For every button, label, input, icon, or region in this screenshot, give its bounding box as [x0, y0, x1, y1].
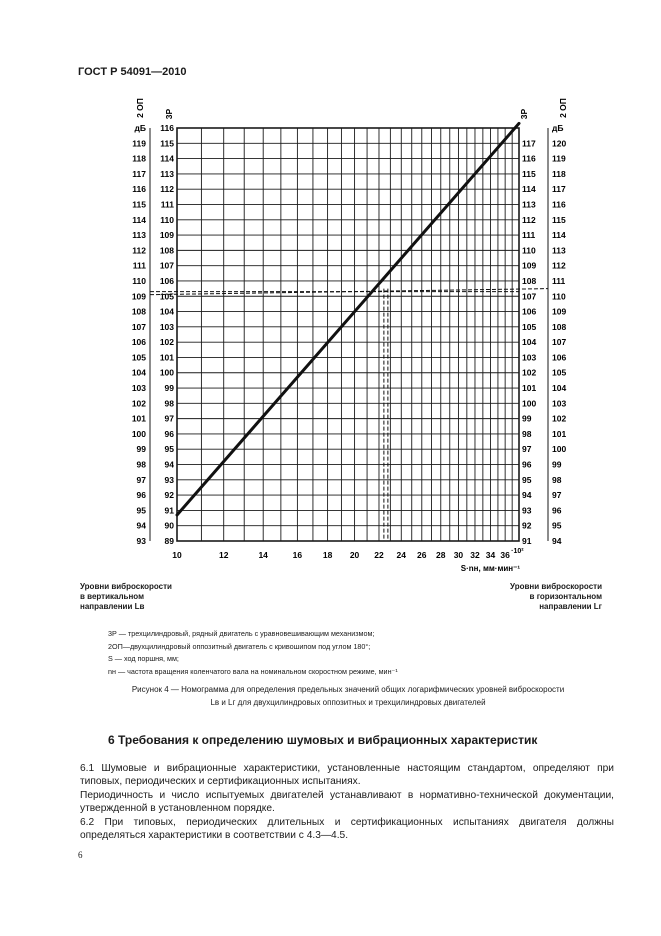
tick-label-right-inner: 94: [522, 490, 532, 501]
figure-legend: [108, 628, 398, 678]
tick-label-left-inner: 111: [160, 199, 174, 210]
tick-label-left-inner: 99: [164, 383, 174, 394]
unit-label-left: дБ: [134, 123, 146, 133]
tick-label-left-inner: 91: [164, 505, 174, 516]
legend-item: 2ОП—двухцилиндровый оппозитный двигатель с кривошипом под углом 180°;: [108, 641, 371, 651]
tick-label-left-outer: 93: [136, 536, 146, 546]
x-tick-label: 10: [172, 550, 182, 560]
tick-label-left-outer: 107: [131, 321, 146, 332]
axis-name-left-inner: 3Р: [164, 108, 174, 120]
x-tick-label: 30: [453, 550, 464, 560]
x-tick-label: 22: [374, 550, 384, 560]
tick-label-right-inner: 109: [522, 260, 537, 271]
tick-label-right-inner: 99: [522, 413, 532, 424]
tick-label-left-outer: 97: [136, 474, 146, 485]
tick-label-right-outer: 115: [552, 214, 566, 225]
tick-label-left-inner: 112: [160, 184, 174, 195]
tick-label-right-outer: 110: [552, 291, 566, 302]
tick-label-left-outer: 104: [131, 367, 146, 378]
x-multiplier: ·10²: [511, 548, 524, 555]
tick-label-right-outer: 113: [552, 245, 566, 256]
tick-label-right-outer: 119: [552, 153, 566, 164]
tick-label-left-inner: 102: [159, 337, 174, 348]
paragraph: 6.2 При типовых, периодических длительных и сертификационных испытаниях двигателя должны определяться характеристики в соответствии с 4.3—4.5.: [80, 817, 614, 842]
tick-label-right-outer: 96: [552, 505, 562, 516]
tick-label-left-outer: 114: [132, 214, 146, 225]
tick-label-right-inner: 104: [522, 337, 537, 348]
x-tick-label: 14: [258, 550, 268, 560]
tick-label-left-outer: 110: [132, 275, 146, 286]
figure-caption-line: Lв и Lг для двухцилиндровых оппозитных и трехцилиндровых двигателей: [210, 698, 486, 707]
x-tick-label: 16: [292, 550, 303, 560]
tick-label-left-inner: 95: [164, 444, 174, 455]
tick-label-right-inner: 96: [522, 459, 532, 470]
tick-label-right-outer: 111: [552, 275, 566, 286]
tick-label-left-inner: 106: [159, 275, 174, 286]
axis-name-right-inner: 3Р: [519, 108, 529, 120]
tick-label-right-outer: 120: [552, 138, 567, 149]
tick-label-left-outer: 103: [131, 383, 146, 394]
tick-label-left-outer: 111: [132, 260, 146, 271]
tick-label-right-inner: 106: [522, 306, 537, 317]
tick-label-right-outer: 117: [552, 184, 566, 195]
tick-label-left-outer: 105: [131, 352, 146, 363]
tick-label-left-inner: 90: [164, 520, 174, 531]
tick-label-left-outer: 117: [132, 168, 146, 179]
tick-label-right-inner: 117: [522, 138, 536, 149]
x-tick-label: 26: [417, 550, 427, 560]
tick-label-left-inner: 97: [164, 413, 174, 424]
tick-label-right-outer: 100: [552, 444, 567, 455]
right-caption-line: в горизонтальном: [529, 592, 602, 601]
tick-label-left-outer: 102: [131, 398, 146, 409]
tick-label-left-inner: 103: [159, 321, 174, 332]
tick-label-right-inner: 103: [522, 352, 537, 363]
tick-label-right-inner: 108: [522, 275, 537, 286]
tick-label-right-inner: 98: [522, 428, 532, 439]
paragraph: Периодичность и число испытуемых двигателей устанавливают в нормативно-технической документации, утвержденной в установленном порядке.: [80, 790, 614, 815]
x-tick-label: 24: [396, 550, 407, 560]
left-caption-line: направлении Lв: [80, 602, 145, 611]
tick-label-right-outer: 103: [552, 398, 567, 409]
tick-label-left-outer: 96: [136, 490, 146, 501]
axis-name-left-outer: 2 ОП: [135, 98, 145, 118]
tick-label-right-outer: 107: [552, 337, 567, 348]
paragraph: 6.1 Шумовые и вибрационные характеристики, установленные настоящим стандартом, определяют при типовых, периодических и сертификационных испытаниях.: [80, 763, 614, 788]
tick-label-right-inner: 100: [522, 398, 537, 409]
tick-label-right-inner: 114: [522, 184, 536, 195]
tick-label-right-outer: 102: [552, 413, 567, 424]
section-title: 6 Требования к определению шумовых и вибрационных характеристик: [108, 733, 538, 747]
tick-label-right-inner: 116: [522, 153, 536, 164]
legend-item: S — ход поршня, мм;: [108, 654, 179, 663]
tick-label-right-outer: 101: [552, 428, 567, 439]
tick-label-right-inner: 101: [522, 383, 537, 394]
tick-label-left-inner: 96: [164, 428, 174, 439]
tick-label-right-inner: 112: [522, 214, 536, 225]
tick-label-left-outer: 99: [136, 444, 146, 455]
left-caption-line: в вертикальном: [80, 592, 145, 601]
tick-label-right-outer: 112: [552, 260, 566, 271]
tick-label-right-outer: 97: [552, 490, 562, 501]
right-caption-line: направлении Lг: [539, 602, 602, 611]
unit-label-right: дБ: [552, 123, 564, 133]
x-tick-label: 20: [349, 550, 360, 560]
x-tick-label: 18: [322, 550, 333, 560]
tick-label-right-inner: 91: [522, 536, 532, 546]
tick-label-right-inner: 113: [522, 199, 536, 210]
tick-label-right-outer: 94: [552, 536, 562, 546]
tick-label-right-outer: 104: [552, 383, 567, 394]
left-axis-caption: [80, 582, 198, 612]
tick-label-right-inner: 111: [522, 230, 536, 241]
tick-label-right-inner: 93: [522, 505, 532, 516]
tick-label-left-outer: 113: [132, 230, 146, 241]
tick-label-left-inner: 116: [160, 123, 174, 133]
tick-label-left-inner: 108: [159, 245, 174, 256]
legend-item: nн — частота вращения коленчатого вала на номинальном скоростном режиме, мин⁻¹: [108, 666, 398, 676]
figure-caption-line: Рисунок 4 — Номограмма для определения предельных значений общих логарифмических уровней виброскорости: [131, 685, 565, 694]
left-caption-line: Уровни виброскорости: [80, 582, 172, 591]
tick-label-right-inner: 95: [522, 474, 532, 485]
tick-label-left-inner: 115: [160, 138, 174, 149]
tick-label-left-outer: 98: [136, 459, 146, 470]
x-axis-label: S·nн, мм·мин⁻¹: [460, 564, 520, 573]
tick-label-right-inner: 97: [522, 444, 532, 455]
tick-label-left-inner: 114: [160, 153, 174, 164]
x-tick-label: 34: [485, 550, 496, 560]
tick-label-right-inner: 107: [522, 291, 537, 302]
axis-name-right-outer: 2 ОП: [558, 98, 568, 118]
tick-label-right-outer: 116: [552, 199, 566, 210]
tick-label-right-outer: 108: [552, 321, 567, 332]
tick-label-right-outer: 99: [552, 459, 562, 470]
tick-label-left-inner: 107: [159, 260, 174, 271]
tick-label-left-outer: 116: [132, 184, 146, 195]
tick-label-right-inner: 92: [522, 520, 532, 531]
tick-label-right-outer: 98: [552, 474, 562, 485]
tick-label-left-inner: 110: [160, 214, 174, 225]
tick-label-left-inner: 109: [159, 230, 174, 241]
document-header: ГОСТ Р 54091—2010: [78, 66, 187, 78]
tick-label-right-outer: 95: [552, 520, 562, 531]
tick-label-left-outer: 106: [131, 337, 146, 348]
tick-label-left-inner: 93: [164, 474, 174, 485]
legend-item: 3Р — трехцилиндровый, рядный двигатель с уравновешивающим механизмом;: [108, 629, 375, 638]
tick-label-right-outer: 114: [552, 230, 566, 241]
tick-label-right-inner: 110: [522, 245, 536, 256]
tick-label-left-outer: 109: [131, 291, 146, 302]
tick-label-left-outer: 94: [136, 520, 146, 531]
tick-label-left-outer: 119: [132, 138, 146, 149]
tick-label-left-outer: 118: [132, 153, 146, 164]
x-tick-label: 28: [436, 550, 446, 560]
tick-label-left-inner: 100: [159, 367, 174, 378]
plot-frame: [177, 128, 519, 541]
tick-label-right-outer: 109: [552, 306, 567, 317]
x-tick-label: 32: [470, 550, 480, 560]
tick-label-left-outer: 115: [132, 199, 146, 210]
tick-label-left-outer: 112: [132, 245, 146, 256]
right-caption-line: Уровни виброскорости: [510, 582, 602, 591]
tick-label-left-outer: 100: [131, 428, 146, 439]
tick-label-left-inner: 101: [159, 352, 174, 363]
nomogram-line: [177, 123, 519, 515]
page-number: 6: [78, 850, 83, 860]
tick-label-right-inner: 102: [522, 367, 537, 378]
tick-label-left-inner: 113: [160, 168, 174, 179]
tick-label-left-outer: 108: [131, 306, 146, 317]
tick-label-left-inner: 92: [164, 490, 174, 501]
tick-label-left-inner: 94: [164, 459, 174, 470]
tick-label-right-outer: 118: [552, 168, 566, 179]
x-tick-label: 36: [500, 550, 510, 560]
tick-label-left-inner: 89: [164, 536, 174, 546]
tick-label-right-inner: 115: [522, 168, 536, 179]
tick-label-left-outer: 101: [131, 413, 146, 424]
tick-label-right-inner: 105: [522, 321, 537, 332]
tick-label-right-outer: 105: [552, 367, 567, 378]
tick-label-right-outer: 106: [552, 352, 567, 363]
tick-label-left-outer: 95: [136, 505, 146, 516]
tick-label-left-inner: 105: [159, 291, 174, 302]
figure-caption: [78, 683, 618, 709]
x-tick-label: 12: [218, 550, 229, 560]
right-axis-caption: [470, 582, 602, 612]
tick-label-left-inner: 98: [164, 398, 174, 409]
tick-label-left-inner: 104: [159, 306, 174, 317]
